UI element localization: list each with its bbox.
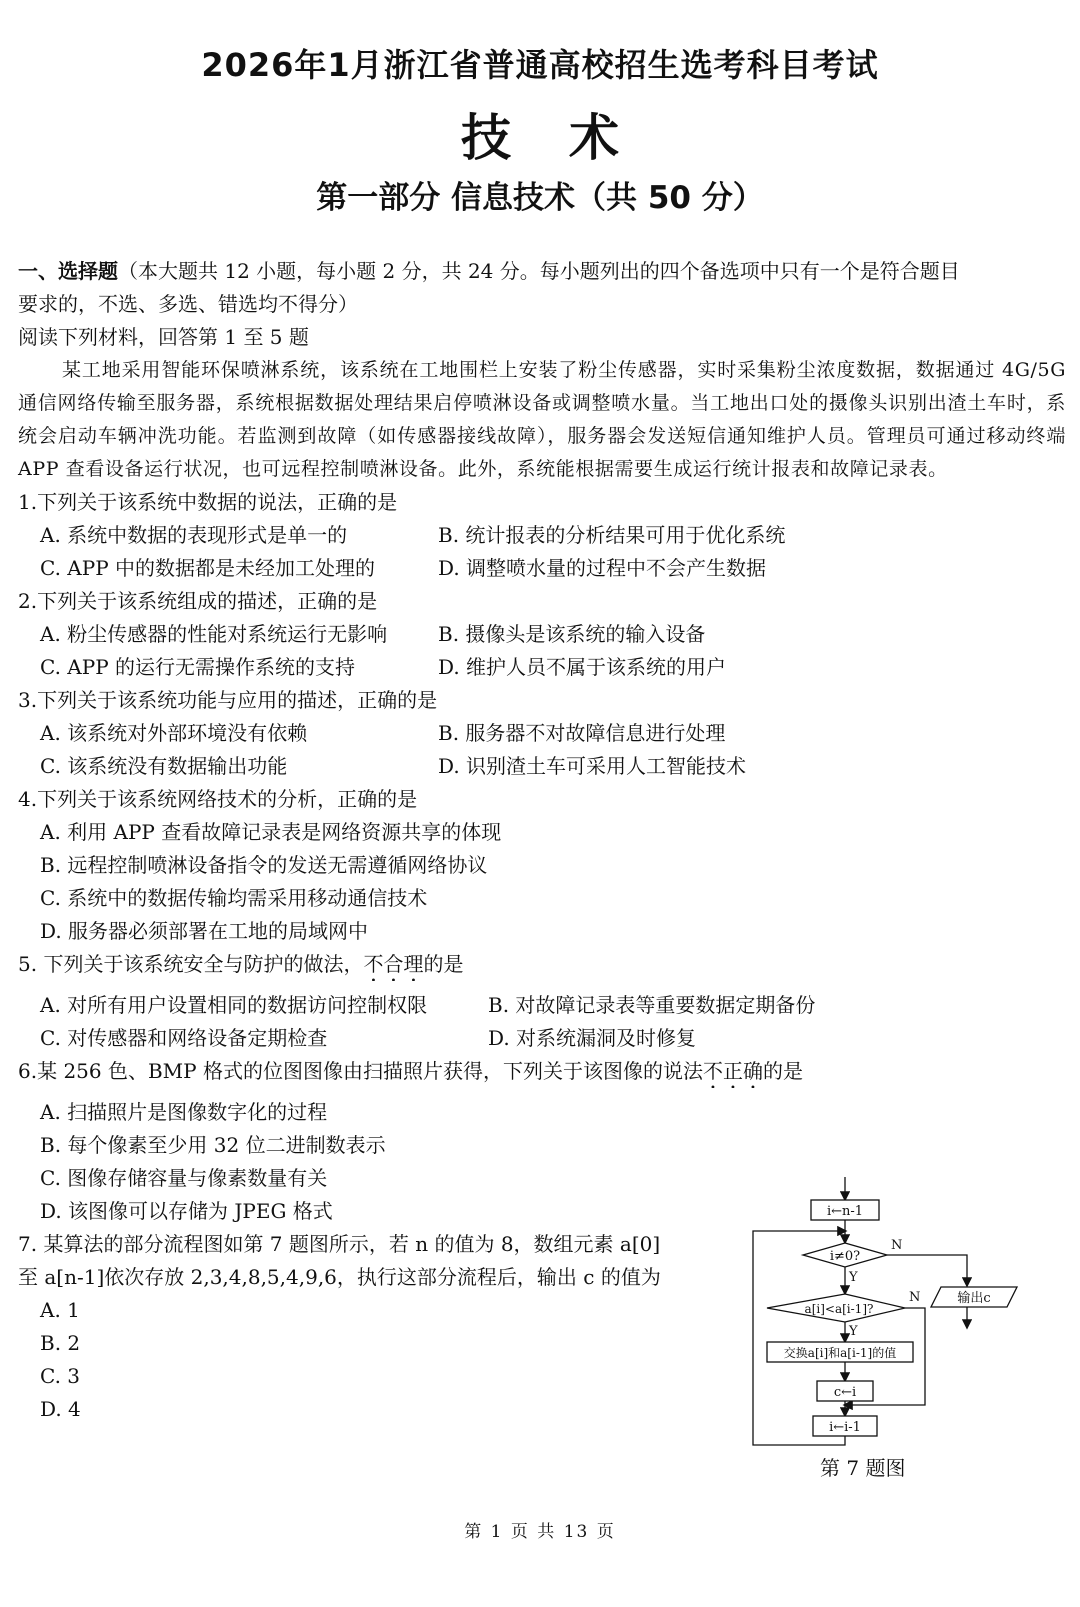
question-7-option-a: A. 1 [40, 1298, 80, 1322]
page-footer: 第 1 页 共 13 页 [464, 1522, 616, 1542]
flow-init-text: i←n-1 [826, 1204, 864, 1219]
question-6-stem [18, 1055, 1066, 1088]
question-6-option-d: D. 该图像可以存储为 JPEG 格式 [40, 1199, 333, 1223]
question-1-option-a: A. 系统中数据的表现形式是单一的 [40, 523, 348, 547]
question-2-option-a: A. 粉尘传感器的性能对系统运行无影响 [40, 622, 388, 646]
question-5-stem-post: 的是 [423, 952, 464, 976]
question-3-options-cd [18, 750, 1066, 783]
question-2-stem: 2.下列关于该系统组成的描述，正确的是 [18, 589, 378, 613]
question-2-options-cd [18, 651, 1066, 684]
question-7-option-c: C. 3 [40, 1364, 81, 1388]
question-1-option-d: D. 调整喷水量的过程中不会产生数据 [438, 556, 767, 580]
question-5-stem-pre: 5. 下列关于该系统安全与防护的做法， [18, 952, 364, 976]
question-5-stem-emphasis: 不合理 [363, 952, 424, 976]
flow-arrow-cond1-no [887, 1255, 967, 1285]
question-4-option-c: C. 系统中的数据传输均需采用移动通信技术 [40, 886, 428, 910]
question-5-option-a: A. 对所有用户设置相同的数据访问控制权限 [40, 993, 428, 1017]
question-3-stem: 3.下列关于该系统功能与应用的描述，正确的是 [18, 688, 438, 712]
question-3-option-d: D. 识别渣土车可采用人工智能技术 [438, 754, 747, 778]
flow-cond1-no-label: N [891, 1238, 903, 1253]
question-4-option-d: D. 服务器必须部署在工地的局域网中 [40, 919, 369, 943]
exam-title: 2026年1月浙江省普通高校招生选考科目考试 [201, 46, 879, 84]
question-5-option-b: B. 对故障记录表等重要数据定期备份 [488, 993, 816, 1017]
question-1-options-ab [18, 519, 1066, 552]
question-1-stem: 1.下列关于该系统中数据的说法，正确的是 [18, 490, 398, 514]
section-instructions: （本大题共 12 小题，每小题 2 分，共 24 分。每小题列出的四个备选项中只有一个是符合题目 [118, 259, 960, 283]
question-5-options-cd [18, 1022, 1066, 1055]
question-6-option-b: B. 每个像素至少用 32 位二进制数表示 [40, 1133, 386, 1157]
question-4-option-b: B. 远程控制喷淋设备指令的发送无需遵循网络协议 [40, 853, 488, 877]
question-6-option-a: A. 扫描照片是图像数字化的过程 [40, 1100, 328, 1124]
question-6-stem-emphasis: 不正确 [702, 1059, 763, 1083]
question-2-option-d: D. 维护人员不属于该系统的用户 [438, 655, 727, 679]
question-3-option-c: C. 该系统没有数据输出功能 [40, 754, 288, 778]
flow-assign-text: c←i [833, 1385, 857, 1400]
question-5-stem [18, 948, 1066, 981]
question-6-stem-post: 的是 [762, 1059, 803, 1083]
section-heading: 一、选择题 [18, 259, 118, 283]
section-instructions-line1 [18, 255, 1066, 288]
question-2-options-ab [18, 618, 1066, 651]
question-2-option-b: B. 摄像头是该系统的输入设备 [438, 622, 706, 646]
subject-title: 技术 [461, 109, 677, 167]
question-1-option-b: B. 统计报表的分析结果可用于优化系统 [438, 523, 786, 547]
question-3-option-a: A. 该系统对外部环境没有依赖 [40, 721, 308, 745]
section-instructions-line2: 要求的，不选、多选、错选均不得分） [18, 292, 358, 316]
question-7-stem-line1: 7. 某算法的部分流程图如第 7 题图所示，若 n 的值为 8，数组元素 a[0] [18, 1232, 661, 1256]
reading-material: 某工地采用智能环保喷淋系统，该系统在工地围栏上安装了粉尘传感器，实时采集粉尘浓度数据，数据通过 4G/5G 通信网络传输至服务器，系统根据数据处理结果启停喷淋设备或调整喷水量。当工地出口处的摄像头识别出渣土车时，系统会启动车辆冲洗功能。若监测到故障（如传感器接线故障），服务器会发送短信通知维护人员。管理员可通过移动终端 APP 查看设备运行状况，也可远程控制喷淋设备。此外，系统能根据需要生成运行统计报表和故障记录表。 [18, 359, 1066, 480]
question-2-option-c: C. APP 的运行无需操作系统的支持 [40, 655, 356, 679]
flow-decrement-text: i←i-1 [829, 1420, 861, 1435]
question-3-option-b: B. 服务器不对故障信息进行处理 [438, 721, 726, 745]
question-5-option-c: C. 对传感器和网络设备定期检查 [40, 1026, 328, 1050]
flow-swap-text: 交换a[i]和a[i-1]的值 [783, 1346, 897, 1360]
flow-cond1-yes-label: Y [849, 1270, 858, 1285]
reading-prompt: 阅读下列材料，回答第 1 至 5 题 [18, 325, 309, 349]
flow-output-text: 输出c [957, 1291, 991, 1306]
flow-cond2-yes-label: Y [849, 1324, 858, 1339]
question-7-stem-line2: 至 a[n-1]依次存放 2,3,4,8,5,4,9,6，执行这部分流程后，输出 c 的值为 [18, 1265, 661, 1289]
question-6-stem-pre: 6.某 256 色、BMP 格式的位图图像由扫描照片获得，下列关于该图像的说法 [18, 1059, 703, 1083]
flow-cond2-text: a[i]<a[i-1]? [804, 1302, 874, 1316]
question-5-option-d: D. 对系统漏洞及时修复 [488, 1026, 697, 1050]
question-5-options-ab [18, 989, 1066, 1022]
question-1-options-cd [18, 552, 1066, 585]
question-7-option-d: D. 4 [40, 1397, 81, 1421]
part-title: 第一部分 信息技术（共 50 分） [316, 180, 764, 216]
flow-cond2-no-label: N [909, 1290, 921, 1305]
flowchart-caption: 第 7 题图 [820, 1456, 906, 1480]
question-4-option-a: A. 利用 APP 查看故障记录表是网络资源共享的体现 [40, 820, 502, 844]
question-4-stem: 4.下列关于该系统网络技术的分析，正确的是 [18, 787, 418, 811]
question-1-option-c: C. APP 中的数据都是未经加工处理的 [40, 556, 376, 580]
question-7-option-b: B. 2 [40, 1331, 81, 1355]
question-6-option-c: C. 图像存储容量与像素数量有关 [40, 1166, 328, 1190]
question-3-options-ab [18, 717, 1066, 750]
flow-cond1-text: i≠0? [829, 1249, 861, 1264]
